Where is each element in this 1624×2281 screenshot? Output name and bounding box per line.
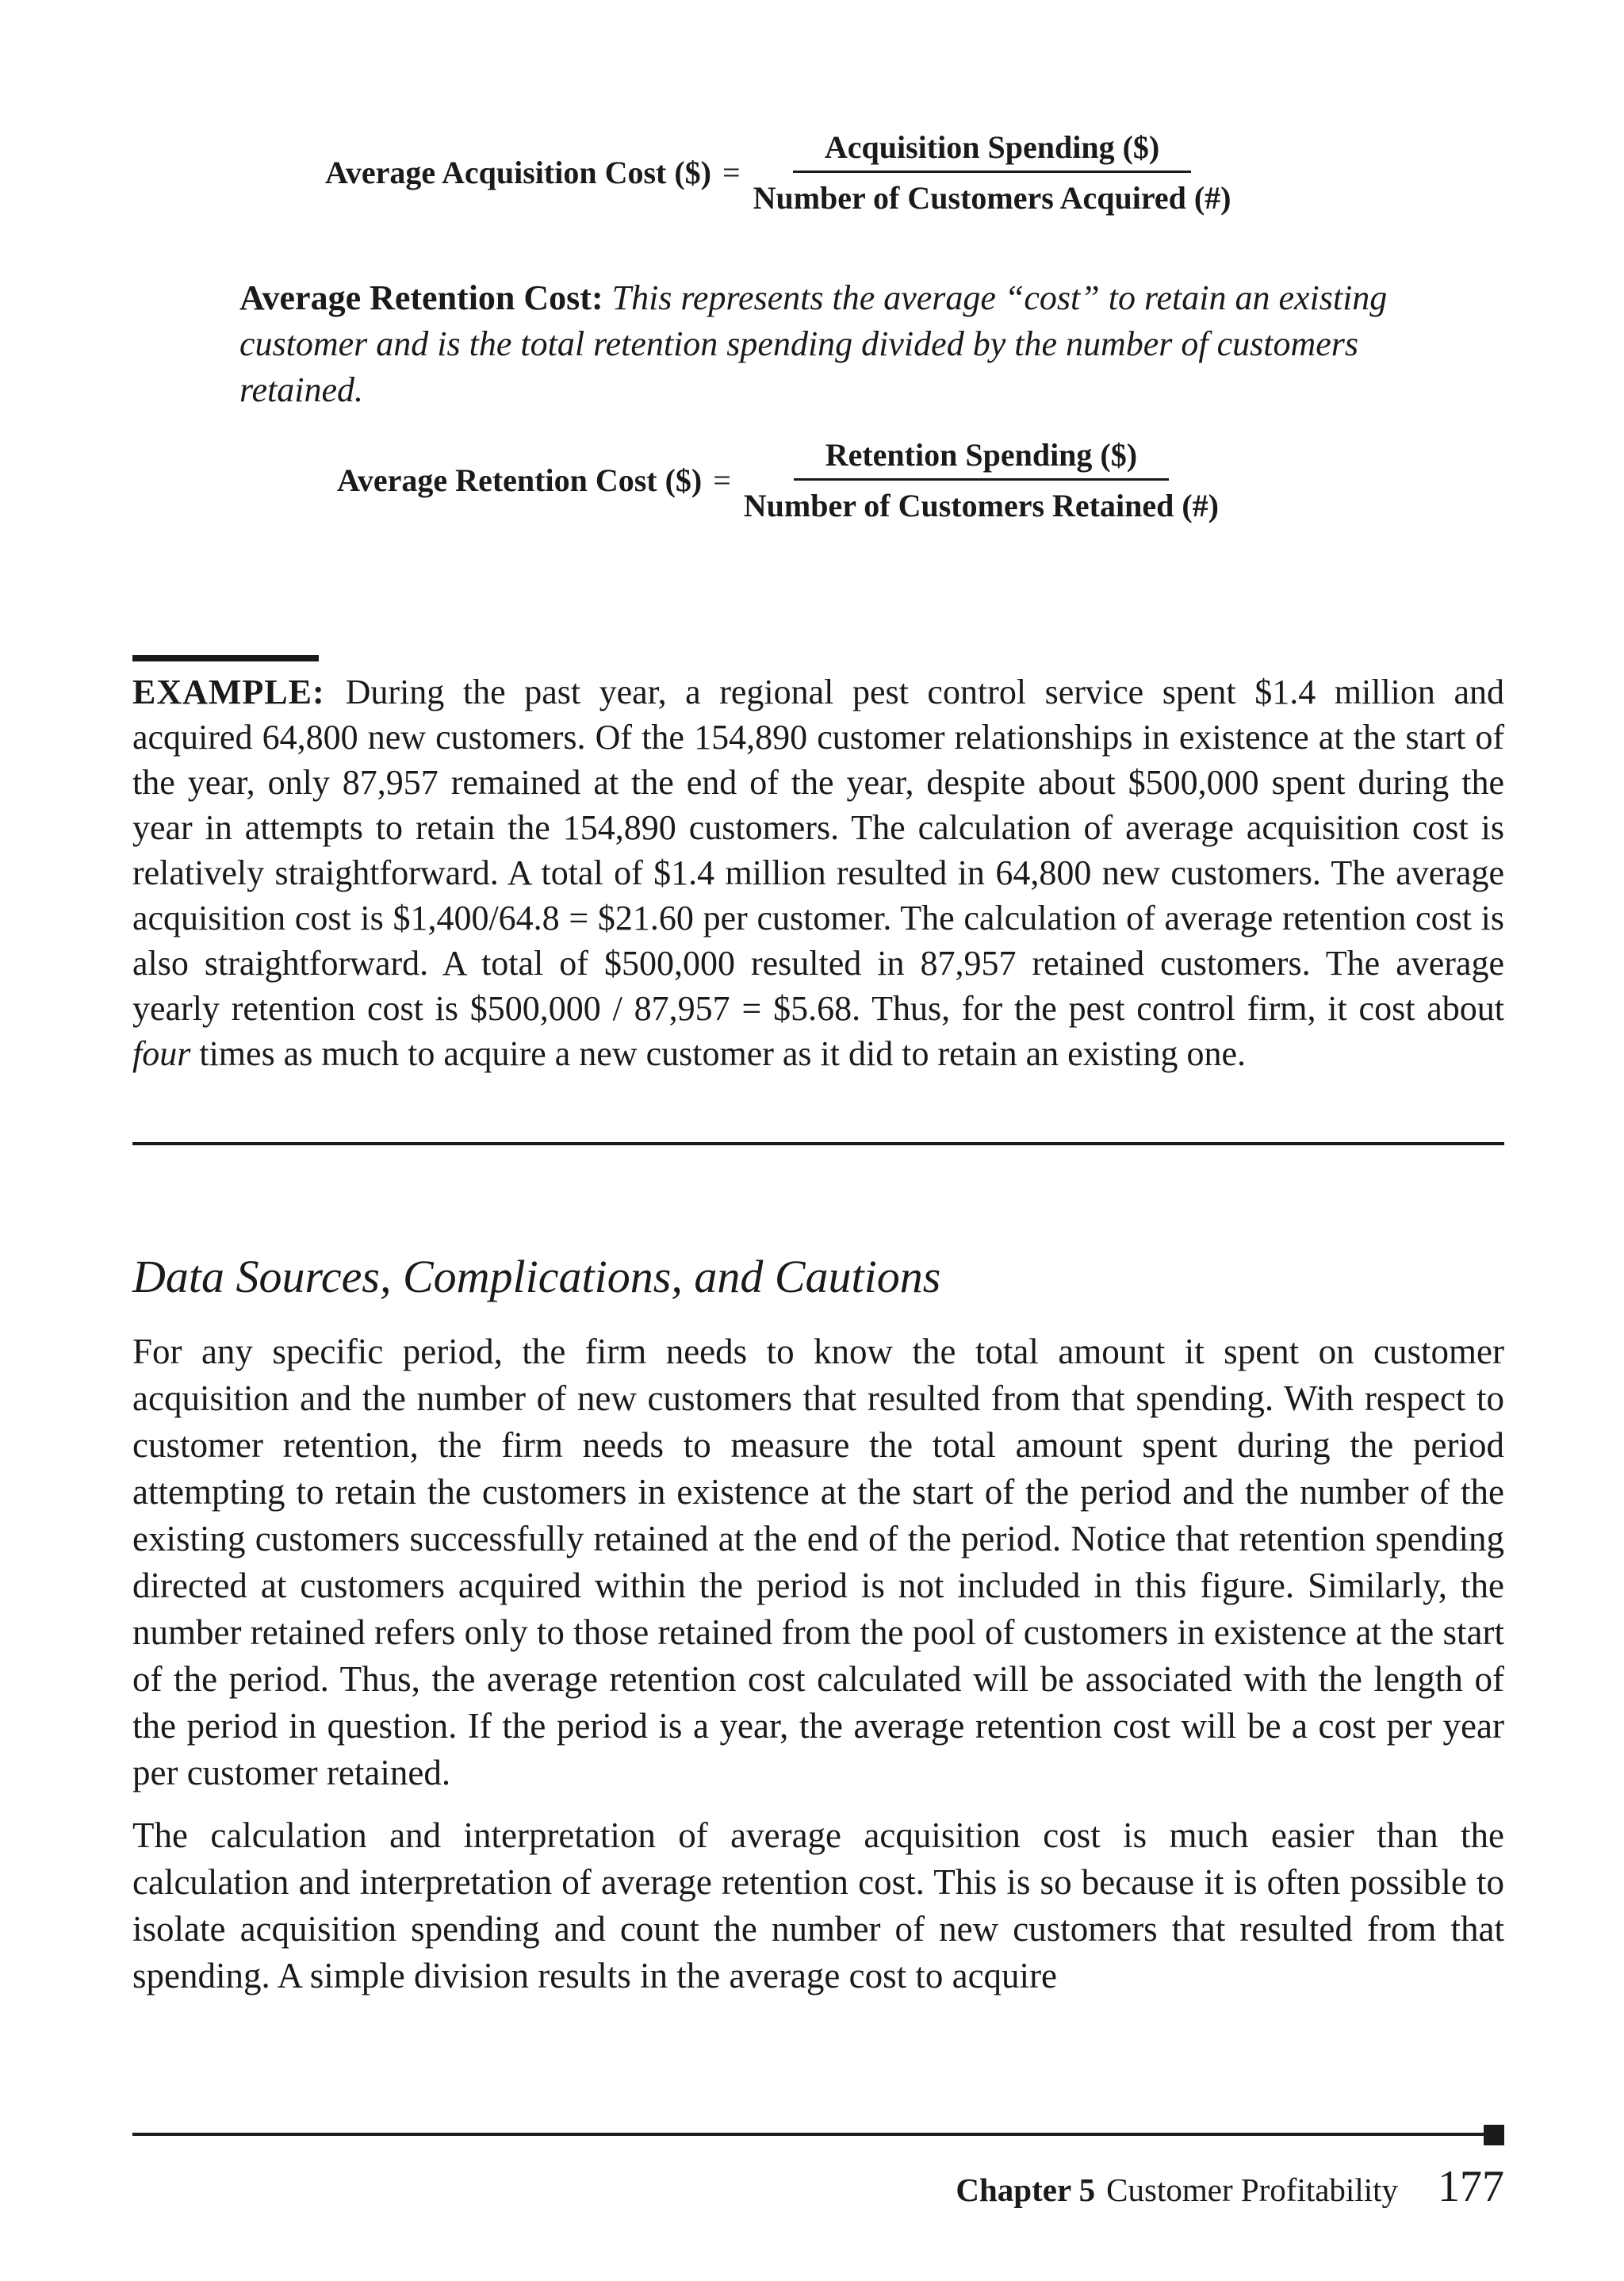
example-top-bar — [132, 655, 319, 661]
page-number: 177 — [1438, 2162, 1504, 2211]
formula-denominator: Number of Customers Retained (#) — [743, 488, 1219, 523]
definition-term: Average Retention Cost: — [239, 278, 603, 317]
definition-text: This represents the average “cost” to retain an existing customer and is the total retention spending divided by the number of customers retained. — [239, 278, 1388, 409]
acquisition-cost-formula — [325, 128, 1231, 217]
formula-fraction — [744, 436, 1219, 524]
example-text-end: times as much to acquire a new customer as it did to retain an existing one. — [199, 1034, 1246, 1073]
equals-sign: = — [713, 462, 731, 498]
example-text: During the past year, a regional pest control service spent $1.4 million and acquired 64,800 new customers. Of the 154,890 customer relationships in existence at the start of the year, only 87,957 remained at the end of the year, despite about $500,000 spent during the year in attempts to retain the 154,890 customers. The calculation of average acquisition cost is relatively straightforward. A total of $1.4 million resulted in 64,800 new customers. The average acquisition cost is $1,400/64.8 = $21.60 per customer. The calculation of average retention cost is also straightforward. A total of $500,000 resulted in 87,957 retained customers. The average yearly retention cost is $500,000 / 87,957 = $5.68. Thus, for the pest control firm, it cost about — [132, 673, 1504, 1028]
formula-denominator: Number of Customers Acquired (#) — [753, 180, 1231, 216]
formula-numerator: Acquisition Spending ($) — [793, 128, 1191, 173]
example-bottom-rule — [132, 1142, 1504, 1145]
section-heading: Data Sources, Complications, and Cautions — [132, 1251, 941, 1302]
formula-fraction — [753, 128, 1231, 217]
example-box — [132, 669, 1504, 1076]
chapter-title: Customer Profitability — [1106, 2172, 1398, 2208]
formula-lhs: Average Acquisition Cost ($) — [325, 155, 711, 190]
body-paragraph: For any specific period, the firm needs to know the total amount it spent on customer acquisition and the number of new customers that resulted from that spending. With respect to customer retention, the firm needs to measure the total amount spent during the period attempting to retain the customers in existence at the start of the period and the number of the existing customers successfully retained at the end of the period. Notice that retention spending directed at customers acquired within the period is not included in this figure. Similarly, the number retained refers only to those retained from the pool of customers in existence at the start of the period. Thus, the average retention cost calculated will be associated with the length of the period in question. If the period is a year, the average retention cost will be a cost per year per customer retained. — [132, 1332, 1504, 1792]
body-paragraph: The calculation and interpretation of average acquisition cost is much easier than the calculation and interpretation of average retention cost. This is so because it is often possible to isolate acquisition spending and count the number of new customers that resulted from that spending. A simple division results in the average cost to acquire — [132, 1815, 1504, 1995]
example-label: EXAMPLE: — [132, 673, 325, 711]
footer-rule — [132, 2133, 1495, 2136]
running-footer — [956, 2161, 1504, 2212]
equals-sign: = — [722, 155, 741, 190]
retention-cost-definition — [239, 275, 1477, 413]
chapter-number: Chapter 5 — [956, 2172, 1096, 2208]
example-emphasis: four — [132, 1034, 191, 1073]
formula-lhs: Average Retention Cost ($) — [337, 462, 703, 498]
footer-square-marker — [1484, 2125, 1504, 2145]
retention-cost-formula — [337, 436, 1219, 524]
formula-numerator: Retention Spending ($) — [794, 436, 1169, 481]
